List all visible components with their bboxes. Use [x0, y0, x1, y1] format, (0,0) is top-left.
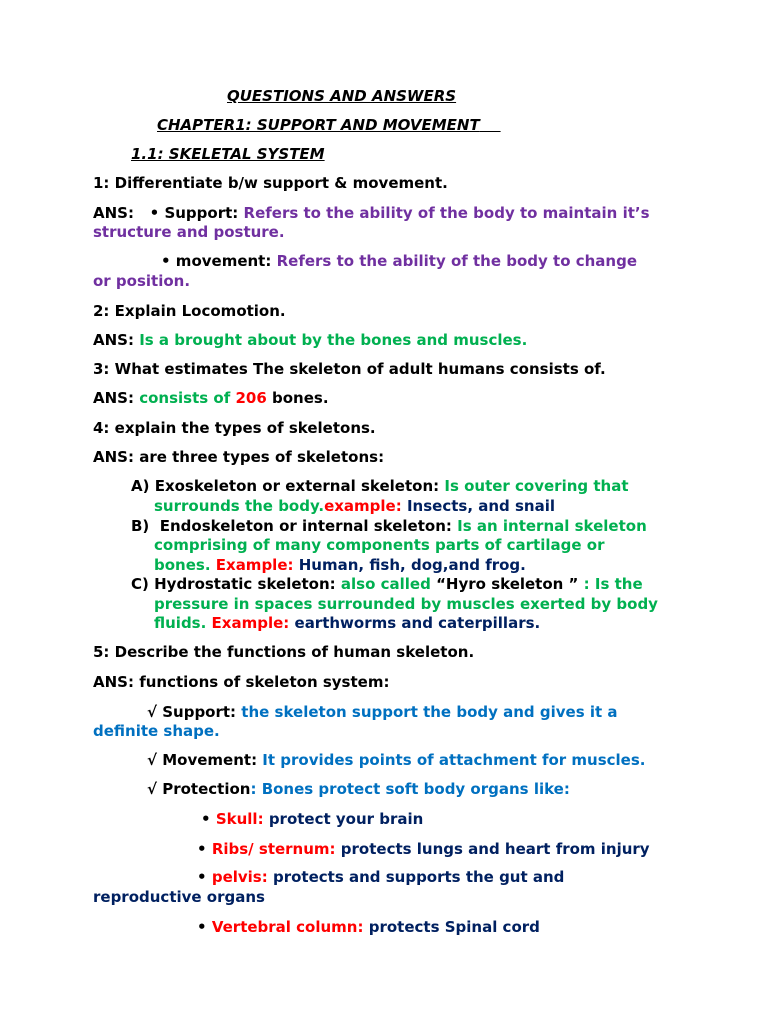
answer-5-text: functions of skeleton system:	[139, 673, 390, 691]
function-protection	[147, 780, 570, 799]
organ-vertebral-column	[197, 918, 540, 937]
vertebral-label: Vertebral column:	[211, 918, 364, 936]
organ-skull	[201, 810, 423, 829]
vertebral-text: protects Spinal cord	[368, 918, 540, 936]
answer-3-text: consists of	[139, 389, 231, 407]
bone-count: 206	[235, 389, 267, 407]
hydrostatic-definition-cont: pressure in spaces surrounded by muscles exerted by body	[154, 595, 658, 613]
endoskeleton-definition: Is an internal skeleton	[457, 517, 647, 535]
endoskeleton-item	[131, 517, 647, 536]
question-5: 5: Describe the functions of human skeleton.	[93, 643, 475, 661]
bullet: •	[197, 840, 207, 858]
movement-label: • movement:	[161, 252, 272, 270]
ans-label: ANS:	[93, 389, 134, 407]
endoskeleton-definition-end: bones.	[154, 556, 211, 574]
function-support-text: the skeleton support the body and gives it a	[241, 703, 618, 721]
hydrostatic-also-called: also called	[340, 575, 431, 593]
support-label: • Support:	[149, 204, 239, 222]
list-marker-b: B)	[131, 517, 150, 535]
chapter-heading	[157, 116, 501, 135]
example-label: Example:	[211, 614, 290, 632]
chapter-heading-text: CHAPTER1: SUPPORT AND MOVEMENT	[157, 116, 480, 134]
movement-definition: Refers to the ability of the body to change	[276, 252, 638, 270]
question-3: 3: What estimates The skeleton of adult humans consists of.	[93, 360, 606, 378]
organ-pelvis	[197, 868, 564, 887]
ans-label: ANS:	[93, 673, 134, 691]
organ-ribs	[197, 840, 650, 859]
hydrostatic-definition-end: fluids.	[154, 614, 207, 632]
answer-3	[93, 389, 329, 408]
answer-1-movement-line	[161, 252, 637, 271]
question-4: 4: explain the types of skeletons.	[93, 419, 376, 437]
exoskeleton-example: Insects, and snail	[406, 497, 556, 515]
exoskeleton-item-cont	[154, 497, 555, 516]
function-support	[147, 703, 618, 722]
skull-label: Skull:	[215, 810, 264, 828]
function-support-text-cont: definite shape.	[93, 722, 220, 740]
endoskeleton-definition-cont: comprising of many components parts of cartilage or	[154, 536, 605, 554]
pelvis-text: protects and supports the gut and	[272, 868, 565, 886]
exoskeleton-item	[131, 477, 629, 496]
pelvis-text-cont: reproductive organs	[93, 888, 265, 906]
locomotion-definition: Is a brought about by the bones and muscles.	[139, 331, 528, 349]
list-marker-a: A)	[131, 477, 150, 495]
document-title: QUESTIONS AND ANSWERS	[227, 87, 457, 105]
function-movement-text: It provides points of attachment for muscles.	[262, 751, 646, 769]
skull-text: protect your brain	[268, 810, 424, 828]
movement-definition-cont: or position.	[93, 272, 191, 290]
hydrostatic-label: Hydrostatic skeleton:	[154, 575, 336, 593]
list-marker-c: C)	[131, 575, 149, 593]
endoskeleton-example: Human, fish, dog,and frog.	[298, 556, 526, 574]
section-heading: 1.1: SKELETAL SYSTEM	[131, 145, 325, 163]
answer-3-suffix: bones.	[272, 389, 329, 407]
hydrostatic-item	[131, 575, 643, 594]
exoskeleton-definition: Is outer covering that	[444, 477, 629, 495]
answer-5	[93, 673, 389, 692]
ans-label: ANS:	[93, 448, 134, 466]
function-protection-text: : Bones protect soft body organs like:	[250, 780, 570, 798]
ribs-label: Ribs/ sternum:	[211, 840, 336, 858]
support-definition-cont: structure and posture.	[93, 223, 285, 241]
pelvis-label: pelvis:	[211, 868, 268, 886]
ans-label: ANS:	[93, 204, 134, 222]
answer-2	[93, 331, 527, 350]
endoskeleton-label: Endoskeleton or internal skeleton:	[159, 517, 452, 535]
bullet: •	[197, 868, 207, 886]
ribs-text: protects lungs and heart from injury	[340, 840, 650, 858]
hydrostatic-item-cont	[154, 614, 540, 633]
ans-label: ANS:	[93, 331, 134, 349]
function-movement-label: √ Movement:	[147, 751, 258, 769]
bullet: •	[201, 810, 211, 828]
endoskeleton-item-cont	[154, 556, 526, 575]
answer-4	[93, 448, 384, 467]
exoskeleton-definition-cont: surrounds the body.	[154, 497, 325, 515]
function-movement	[147, 751, 645, 770]
answer-4-text: are three types of skeletons:	[139, 448, 385, 466]
question-1: 1: Differentiate b/w support & movement.	[93, 174, 448, 192]
bullet: •	[197, 918, 207, 936]
hydrostatic-definition: : Is the	[583, 575, 643, 593]
question-2: 2: Explain Locomotion.	[93, 302, 286, 320]
answer-1-support-line	[93, 204, 650, 223]
function-support-label: √ Support:	[147, 703, 237, 721]
example-label: example:	[324, 497, 402, 515]
function-protection-label: √ Protection	[147, 780, 251, 798]
hydrostatic-example: earthworms and caterpillars.	[294, 614, 541, 632]
example-label: Example:	[215, 556, 294, 574]
support-definition: Refers to the ability of the body to maintain it’s	[243, 204, 650, 222]
exoskeleton-label: Exoskeleton or external skeleton:	[154, 477, 440, 495]
hydrostatic-alias: “Hyro skeleton ”	[436, 575, 579, 593]
